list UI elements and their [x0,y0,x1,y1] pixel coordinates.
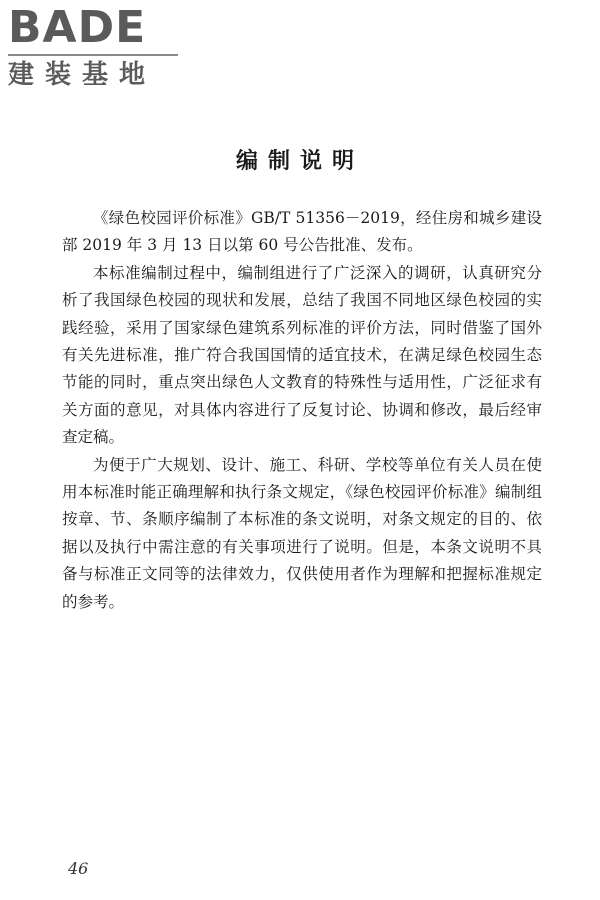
paragraph-2: 本标准编制过程中，编制组进行了广泛深入的调研，认真研究分析了我国绿色校园的现状和发展，总结了我国不同地区绿色校园的实践经验，采用了国家绿色建筑系列标准的评价方法，同时借鉴了国外有关先进标准，推广符合我国国情的适宜技术，在满足绿色校园生态节能的同时，重点突出绿色人文教育的特殊性与适用性，广泛征求有关方面的意见，对具体内容进行了反复讨论、协调和修改，最后经审查定稿。 [62,263,542,447]
publisher-logo [8,4,178,90]
page-title: 编制说明 [235,149,364,174]
logo-divider [8,54,178,56]
logo-brand-text: BADE [8,2,147,53]
body-text [62,205,542,616]
page-number: 46 [68,859,89,878]
paragraph-3: 为便于广大规划、设计、施工、科研、学校等单位有关人员在使用本标准时能正确理解和执行条文规定，《绿色校园评价标准》编制组按章、节、条顺序编制了本标准的条文说明，对条文规定的目的、依据以及执行中需注意的有关事项进行了说明。但是，本条文说明不具备与标准正文同等的法律效力，仅供使用者作为理解和把握标准规定的参考。 [62,455,542,611]
logo-subtitle: 建装基地 [8,60,157,90]
paragraph-1: 《绿色校园评价标准》GB/T 51356－2019，经住房和城乡建设部 2019 年 3 月 13 日以第 60 号公告批准、发布。 [62,209,542,255]
